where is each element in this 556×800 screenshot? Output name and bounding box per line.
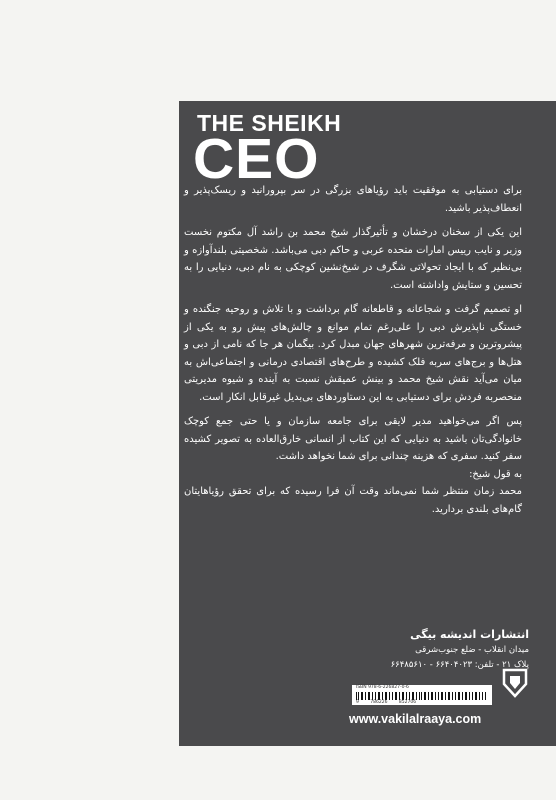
publisher-phone: پلاک ۲۱ - تلفن: ۶۶۴۰۴۰۲۳ - ۶۶۴۸۵۶۱۰	[390, 660, 529, 670]
publisher-address: میدان انقلاب - ضلع جنوب‌شرقی	[415, 645, 529, 655]
blurb-paragraph: محمد زمان منتظر شما نمی‌ماند وقت آن فرا رسیده که برای تحقق رؤیاهایتان گام‌های بلندی بردارید.	[184, 486, 522, 515]
blurb-paragraph: این یکی از سخنان درخشان و تأثیرگذار شیخ محمد بن راشد آل مکتوم نخست وزیر و نایب رییس امارات متحده عربی و حاکم دبی می‌باشد. شخصیتی بلندآوازه و بی‌نظیر که با ایجاد تحولاتی شگرف در شیخ‌نشین کوچکی به نام دبی، دنیایی را به تحسین و ستایش واداشته است.	[184, 227, 522, 291]
blurb-paragraph: او تصمیم گرفت و شجاعانه و قاطعانه گام برداشت و با تلاش و روحیه جنگنده و خستگی ناپذیرش دبی را علی‌رغم تمام موانع و چالش‌های پیش رو به یکی از پیشروترین و مرفه‌ترین شهرهای جهان مبدل کرد. بیگمان هر جا که نامی از دبی و هتل‌ها و برج‌های سربه فلک کشیده و طرح‌های اقتصادی درمانی و اجتماعی‌اش به میان می‌آید نقش شیخ محمد و بینش عمیقش نسبت به آینده و شیوه مدیریتی منحصربه فردش برای دستیابی به این دستاوردهای بی‌بدیل غیرقابل انکار است.	[184, 304, 522, 403]
barcode-icon	[356, 692, 488, 700]
blurb-paragraph: برای دستیابی به موفقیت باید رؤیاهای بزرگی در سر بپرورانید و ریسک‌پذیر و انعطاف‌پذیر باشید.	[184, 185, 522, 214]
publisher-logo-icon	[500, 666, 530, 700]
barcode-digits: 9 786226 852706	[356, 700, 417, 705]
blurb-paragraph: پس اگر می‌خواهید مدیر لایقی برای جامعه سازمان و یا حتی جمع کوچک خانوادگی‌تان باشید به دنیایی که این کتاب از انسانی خارق‌العاده به تصویر کشیده سفر کنید. سفری که هزینه چندانی برای شما نخواهد داشت.	[184, 416, 522, 462]
blurb	[184, 182, 522, 525]
blurb-paragraph: به قول شیخ:	[469, 468, 522, 480]
isbn: ISBN 978-6-226827-0-6	[356, 685, 409, 690]
publisher-name: انتشارات اندیشه بیگی	[410, 628, 529, 641]
title-line-2: CEO	[193, 127, 320, 191]
website-link[interactable]: www.vakilalraaya.com	[349, 712, 482, 726]
title-line-1: THE SHEIKH	[197, 110, 342, 136]
